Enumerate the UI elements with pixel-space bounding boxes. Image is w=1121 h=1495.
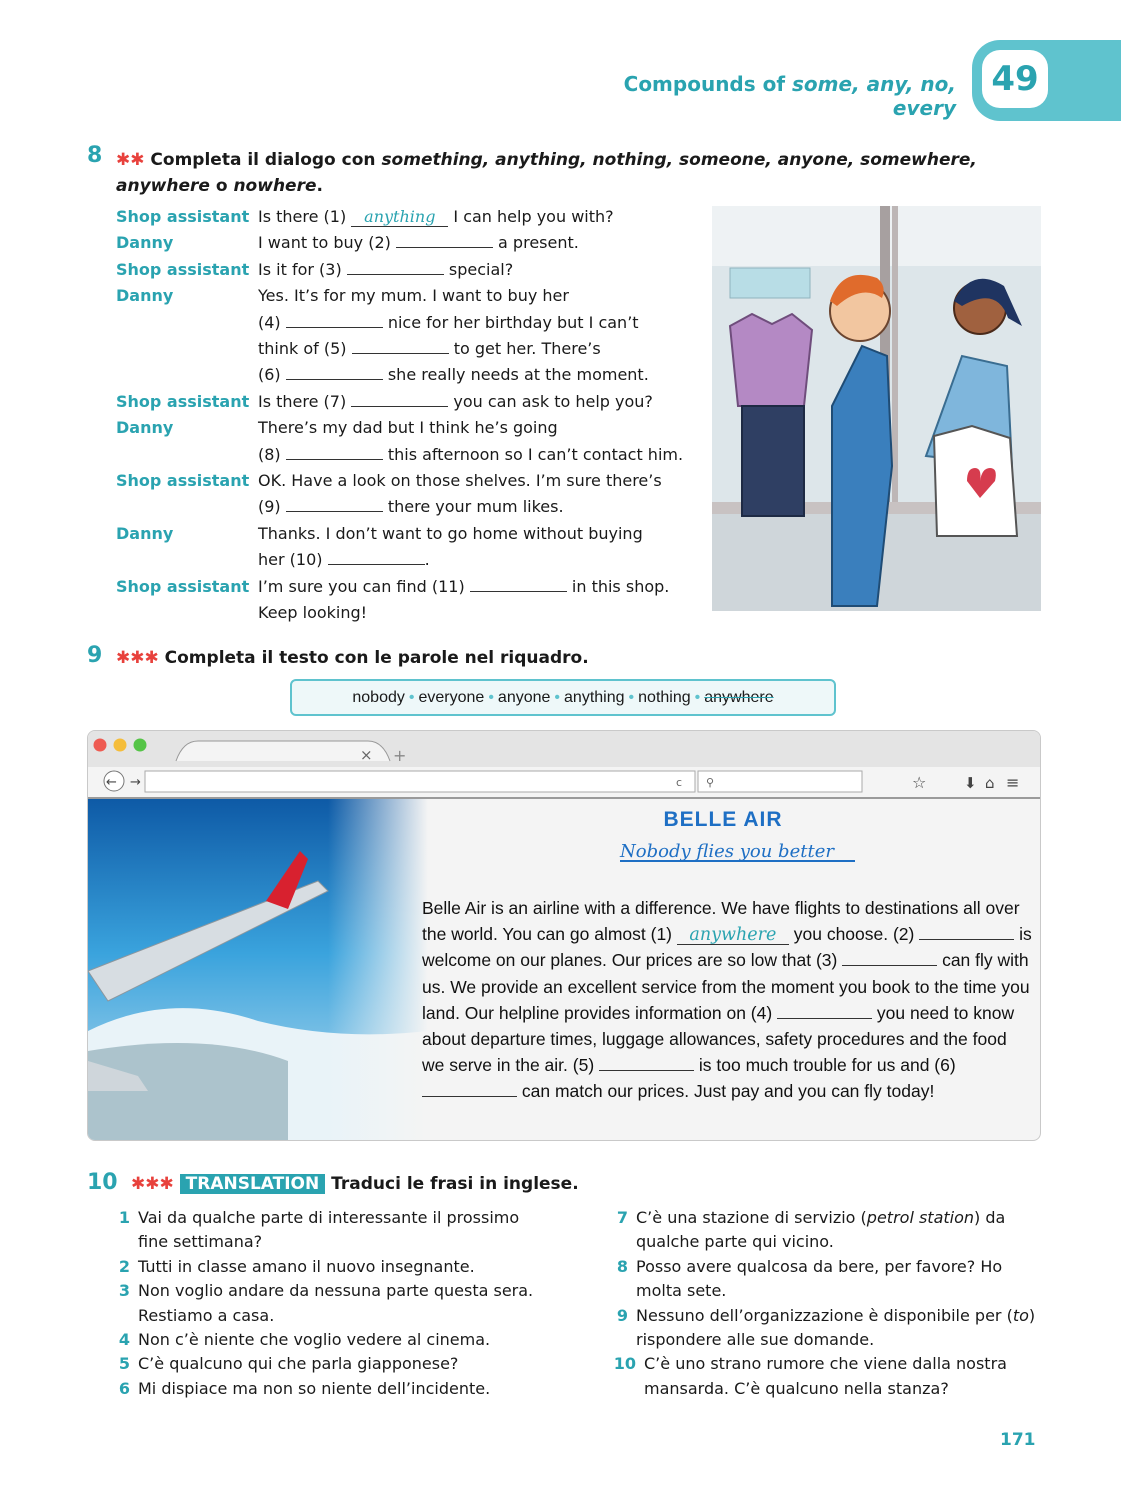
list-item: 5 C’è qualcuno qui che parla giapponese? bbox=[118, 1354, 459, 1374]
ad-blank-5[interactable] bbox=[599, 1054, 694, 1071]
list-item: 4 Non c’è niente che voglio vedere al cinema. bbox=[118, 1330, 491, 1350]
blank-8[interactable] bbox=[286, 442, 383, 460]
download-icon[interactable]: ⬇ bbox=[964, 774, 977, 792]
close-window-icon[interactable] bbox=[94, 739, 107, 752]
airline-ad-text: Belle Air is an airline with a difference. We have flights to destinations all over the world. You can go almost (1) anywhere you choose. (2) is welcome on our planes. Our prices are so low that (3) can fly with us. We provide an excellent service from the moment you book to the time you land. Our helpline provides information on (4) you need to know about departure times, luggage allowances, safety procedures and the food we serve in the air. (5) is too much trouble for us and (6) can match our prices. Just pay and you can fly today! bbox=[422, 898, 1032, 1102]
unit-number: 49 bbox=[982, 50, 1048, 108]
list-item: 7 C’è una stazione di servizio (petrol station) da qualche parte qui vicino. bbox=[616, 1208, 1006, 1252]
word-nobody: nobody bbox=[352, 689, 405, 706]
blank-7[interactable] bbox=[351, 389, 448, 407]
ad-blank-6[interactable] bbox=[422, 1080, 517, 1097]
shop-illustration bbox=[712, 206, 1041, 611]
exercise-10-instruction: ✱✱✱ TRANSLATION Traduci le frasi in inglese. bbox=[131, 1174, 579, 1194]
dialogue: Shop assistant Is there (1) anything I can help you with? Danny I want to buy (2) a present. Shop assistant Is it for (3) special? Danny Yes. It’s for my mum. I want to buy her (4) nice for her birthday but I can’t think of (5) to get her. There’s (6) she really needs at the moment. Shop assistant Is there (7) you can ask to help you? Danny There’s my dad but I think he’s going (8) this afternoon so I can’t contact him. Shop assistant OK. Have a look on those shelves. I’m sure there’s (9) there your mum likes. Danny Thanks. I don’t want to go home without buying her (10) . Shop assistant I’m sure you can find (11) in this shop. Keep looking! bbox=[116, 207, 684, 623]
back-arrow-icon[interactable]: ← bbox=[106, 775, 117, 790]
blank-9[interactable] bbox=[286, 494, 383, 512]
word-anywhere: anywhere bbox=[704, 689, 774, 706]
word-anyone: anyone bbox=[497, 689, 551, 706]
answer-1: anything bbox=[351, 208, 448, 227]
word-anything: anything bbox=[564, 689, 625, 706]
list-item: 2 Tutti in classe amano il nuovo insegnante. bbox=[118, 1256, 475, 1276]
menu-icon[interactable]: ≡ bbox=[1006, 773, 1020, 792]
new-tab-icon[interactable]: + bbox=[393, 746, 407, 765]
ad-answer-1: anywhere bbox=[677, 926, 789, 945]
ad-blank-4[interactable] bbox=[777, 1002, 872, 1019]
page-header-title: Compounds of some, any, no, every bbox=[623, 72, 956, 120]
ad-blank-3[interactable] bbox=[842, 949, 937, 966]
home-icon[interactable]: ⌂ bbox=[985, 774, 995, 792]
exercise-8-number: 8 bbox=[87, 143, 103, 168]
exercise-9-number: 9 bbox=[87, 643, 103, 668]
list-item: 10 C’è uno strano rumore che viene dalla nostra mansarda. C’è qualcuno nella stanza? bbox=[613, 1354, 1007, 1398]
exercise-9-instruction: ✱✱✱ Completa il testo con le parole nel riquadro. bbox=[116, 648, 589, 668]
search-box[interactable] bbox=[698, 771, 862, 792]
translation-list-left bbox=[108, 1206, 548, 1401]
list-item: 8 Posso avere qualcosa da bere, per favore? Ho molta sete. bbox=[616, 1256, 1003, 1301]
airline-slogan: Nobody flies you better bbox=[620, 841, 860, 862]
ad-blank-2[interactable] bbox=[919, 923, 1014, 940]
list-item: 3 Non voglio andare da nessuna parte questa sera. Restiamo a casa. bbox=[118, 1281, 534, 1325]
maximize-window-icon[interactable] bbox=[134, 739, 147, 752]
list-item: 1 Vai da qualche parte di interessante il prossimo fine settimana? bbox=[118, 1208, 520, 1252]
translation-list-right bbox=[606, 1206, 1036, 1401]
exercise-8-instruction: ✱✱ Completa il dialogo con something, anything, nothing, someone, anyone, somewhere, anywhere o nowhere. bbox=[116, 150, 977, 196]
blank-3[interactable] bbox=[347, 257, 444, 275]
blank-2[interactable] bbox=[396, 230, 493, 248]
airline-brand: BELLE AIR bbox=[663, 808, 783, 831]
page-number: 171 bbox=[1000, 1430, 1036, 1450]
blank-6[interactable] bbox=[286, 362, 383, 380]
minimize-window-icon[interactable] bbox=[114, 739, 127, 752]
bookmark-star-icon[interactable]: ☆ bbox=[912, 773, 927, 792]
blank-11[interactable] bbox=[470, 574, 567, 592]
search-icon: ⚲ bbox=[706, 776, 715, 789]
exercise-10-number: 10 bbox=[87, 1170, 118, 1195]
word-everyone: everyone bbox=[418, 689, 485, 706]
close-tab-icon[interactable]: × bbox=[360, 746, 373, 764]
word-nothing: nothing bbox=[638, 689, 691, 706]
reload-icon[interactable]: c bbox=[676, 776, 683, 789]
address-bar[interactable] bbox=[145, 771, 695, 792]
translation-tag: TRANSLATION bbox=[180, 1174, 326, 1194]
list-item: 6 Mi dispiace ma non so niente dell’incidente. bbox=[118, 1378, 491, 1398]
forward-arrow-icon[interactable]: → bbox=[130, 775, 141, 790]
blank-10[interactable] bbox=[328, 547, 425, 565]
list-item: 9 Nessuno dell’organizzazione è disponibile per (to) rispondere alle sue domande. bbox=[616, 1305, 1036, 1350]
word-box: nobody • everyone • anyone • anything • nothing • anywhere bbox=[290, 679, 836, 716]
blank-5[interactable] bbox=[352, 336, 449, 354]
blank-4[interactable] bbox=[286, 310, 383, 328]
